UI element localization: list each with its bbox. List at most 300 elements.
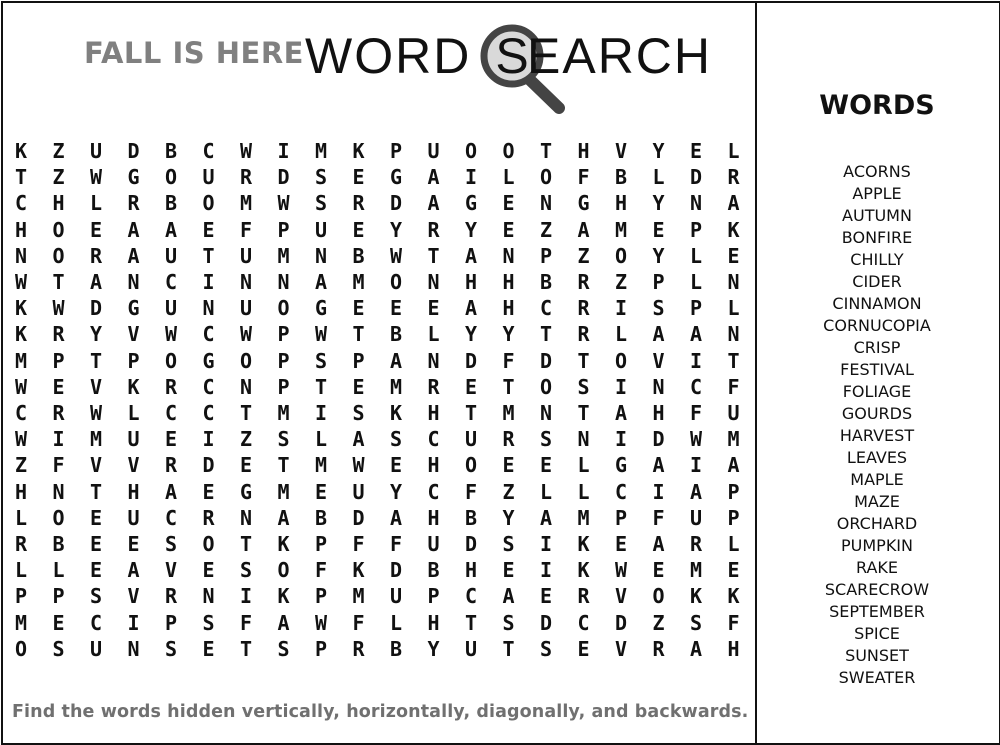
- word-list-item: MAPLE: [850, 470, 904, 489]
- grid-letter: D: [614, 610, 628, 635]
- word-list-item: CHILLY: [850, 250, 904, 269]
- grid-letter: M: [89, 427, 103, 452]
- grid-letter: U: [127, 427, 140, 452]
- word-list-item: ORCHARD: [836, 514, 918, 533]
- grid-letter: U: [727, 401, 740, 425]
- grid-letter: R: [164, 453, 178, 478]
- grid-letter: B: [352, 243, 365, 268]
- grid-letter: Y: [502, 322, 515, 347]
- grid-letter: H: [577, 139, 590, 163]
- grid-letter: K: [727, 217, 740, 242]
- grid-letter: O: [202, 191, 215, 216]
- grid-letter: A: [539, 505, 553, 530]
- grid-letter: E: [202, 636, 215, 661]
- grid-letter: T: [577, 348, 590, 373]
- grid-letter: Z: [652, 610, 665, 635]
- grid-letter: O: [277, 558, 290, 583]
- grid-letter: W: [314, 610, 328, 635]
- grid-letter: O: [164, 165, 178, 190]
- word-list-item: GOURDS: [841, 404, 913, 423]
- grid-letter: E: [89, 558, 103, 583]
- grid-letter: N: [127, 270, 140, 294]
- word-list-item: FOLIAGE: [842, 382, 912, 401]
- grid-letter: O: [502, 139, 515, 163]
- grid-letter: K: [727, 584, 740, 609]
- grid-letter: A: [314, 270, 328, 294]
- grid-letter: N: [314, 243, 328, 268]
- grid-letter: M: [502, 401, 515, 425]
- grid-letter: T: [539, 322, 553, 347]
- grid-letter: A: [389, 505, 403, 530]
- grid-letter: T: [239, 532, 253, 556]
- grid-letter: E: [577, 636, 590, 661]
- grid-letter: H: [464, 270, 478, 294]
- grid-letter: D: [464, 348, 478, 373]
- grid-letter: N: [14, 243, 28, 268]
- grid-letter: M: [389, 374, 403, 399]
- grid-letter: M: [277, 243, 290, 268]
- grid-letter: A: [164, 479, 178, 504]
- grid-letter: O: [389, 270, 403, 294]
- grid-letter: A: [689, 322, 703, 347]
- grid-letter: V: [127, 584, 140, 609]
- grid-letter: Y: [427, 636, 440, 661]
- grid-letter: N: [239, 374, 253, 399]
- grid-letter: S: [89, 584, 103, 609]
- grid-letter: W: [239, 322, 253, 347]
- grid-letter: E: [502, 558, 515, 583]
- grid-letter: P: [314, 532, 328, 556]
- grid-letter: L: [689, 270, 703, 294]
- grid-letter: C: [202, 322, 215, 347]
- grid-letter: H: [727, 636, 740, 661]
- word-list-item: APPLE: [852, 184, 902, 203]
- grid-letter: N: [427, 270, 440, 294]
- grid-letter: Y: [652, 191, 665, 216]
- grid-letter: D: [202, 453, 215, 478]
- grid-letter: R: [577, 322, 590, 347]
- grid-letter: U: [464, 636, 478, 661]
- grid-letter: F: [652, 505, 665, 530]
- grid-letter: S: [577, 374, 590, 399]
- grid-letter: A: [689, 479, 703, 504]
- grid-letter: K: [14, 296, 28, 321]
- grid-letter: A: [427, 165, 440, 190]
- word-list-item: SPICE: [854, 624, 900, 643]
- grid-letter: Y: [502, 505, 515, 530]
- grid-letter: A: [277, 505, 290, 530]
- grid-letter: E: [389, 296, 403, 321]
- grid-letter: O: [464, 139, 478, 163]
- grid-letter: N: [652, 374, 665, 399]
- grid-letter: R: [127, 191, 140, 216]
- grid-letter: L: [14, 558, 28, 583]
- grid-letter: A: [727, 191, 740, 216]
- grid-letter: W: [352, 453, 365, 478]
- grid-letter: L: [614, 322, 628, 347]
- grid-letter: C: [464, 584, 478, 609]
- grid-letter: R: [577, 296, 590, 321]
- grid-letter: G: [464, 191, 478, 216]
- grid-letter: P: [389, 139, 403, 163]
- grid-letter: G: [614, 453, 628, 478]
- grid-letter: C: [577, 610, 590, 635]
- word-list-item: BONFIRE: [841, 228, 913, 247]
- grid-letter: U: [89, 139, 103, 163]
- instructions: Find the words hidden vertically, horizontally, diagonally, and backwards.: [12, 702, 749, 722]
- grid-letter: B: [427, 558, 440, 583]
- grid-letter: F: [352, 532, 365, 556]
- grid-letter: M: [14, 610, 28, 635]
- grid-letter: K: [352, 139, 365, 163]
- grid-letter: O: [277, 296, 290, 321]
- grid-letter: P: [277, 374, 290, 399]
- grid-letter: G: [577, 191, 590, 216]
- grid-letter: T: [239, 401, 253, 425]
- title-word: WORD: [305, 28, 472, 84]
- grid-letter: B: [614, 165, 628, 190]
- grid-letter: N: [239, 270, 253, 294]
- grid-letter: D: [277, 165, 290, 190]
- grid-letter: L: [314, 427, 328, 452]
- grid-letter: F: [577, 165, 590, 190]
- grid-letter: H: [502, 270, 515, 294]
- grid-letter: O: [539, 374, 553, 399]
- grid-letter: G: [202, 348, 215, 373]
- grid-letter: M: [352, 270, 365, 294]
- grid-letter: B: [52, 532, 65, 556]
- grid-letter: E: [89, 505, 103, 530]
- grid-letter: H: [14, 479, 28, 504]
- grid-letter: Z: [539, 217, 553, 242]
- word-list-item: FESTIVAL: [840, 360, 914, 379]
- grid-letter: E: [202, 217, 215, 242]
- word-list-item: MAZE: [854, 492, 900, 511]
- grid-letter: V: [89, 453, 103, 478]
- grid-letter: E: [502, 217, 515, 242]
- grid-letter: I: [614, 427, 628, 452]
- grid-letter: T: [14, 165, 28, 190]
- grid-letter: R: [427, 374, 440, 399]
- grid-letter: H: [652, 401, 665, 425]
- grid-letter: H: [427, 401, 440, 425]
- grid-letter: F: [689, 401, 703, 425]
- grid-letter: N: [202, 584, 215, 609]
- grid-letter: P: [352, 348, 365, 373]
- grid-letter: H: [427, 505, 440, 530]
- grid-letter: M: [689, 558, 703, 583]
- word-list-item: LEAVES: [846, 448, 908, 467]
- grid-letter: V: [614, 584, 628, 609]
- grid-letter: C: [14, 191, 28, 216]
- grid-letter: L: [89, 191, 103, 216]
- grid-letter: E: [727, 558, 740, 583]
- grid-letter: G: [239, 479, 253, 504]
- grid-letter: M: [239, 191, 253, 216]
- grid-letter: A: [352, 427, 365, 452]
- grid-letter: D: [127, 139, 140, 163]
- grid-letter: B: [164, 191, 178, 216]
- word-list-item: SUNSET: [845, 646, 909, 665]
- grid-letter: E: [352, 165, 365, 190]
- grid-letter: N: [502, 243, 515, 268]
- grid-letter: T: [502, 636, 515, 661]
- grid-letter: A: [427, 191, 440, 216]
- grid-letter: A: [464, 296, 478, 321]
- grid-letter: U: [314, 217, 328, 242]
- grid-letter: S: [502, 532, 515, 556]
- grid-letter: S: [164, 532, 178, 556]
- grid-letter: N: [427, 348, 440, 373]
- grid-letter: H: [427, 453, 440, 478]
- grid-letter: R: [427, 217, 440, 242]
- grid-letter: R: [689, 532, 703, 556]
- grid-letter: E: [314, 479, 328, 504]
- grid-letter: A: [127, 243, 140, 268]
- grid-letter: A: [277, 610, 290, 635]
- grid-letter: S: [389, 427, 403, 452]
- grid-letter: H: [464, 558, 478, 583]
- grid-letter: R: [352, 636, 365, 661]
- grid-letter: O: [52, 243, 65, 268]
- grid-letter: N: [52, 479, 65, 504]
- grid-letter: M: [614, 217, 628, 242]
- grid-letter: M: [277, 479, 290, 504]
- grid-letter: A: [614, 401, 628, 425]
- grid-letter: I: [464, 165, 478, 190]
- grid-letter: D: [539, 610, 553, 635]
- grid-letter: F: [727, 610, 740, 635]
- grid-letter: E: [502, 191, 515, 216]
- grid-letter: P: [164, 610, 178, 635]
- grid-letter: R: [52, 322, 65, 347]
- grid-letter: U: [239, 296, 253, 321]
- grid-letter: A: [89, 270, 103, 294]
- grid-letter: W: [314, 322, 328, 347]
- grid-letter: F: [239, 217, 253, 242]
- grid-letter: C: [539, 296, 553, 321]
- grid-letter: E: [689, 139, 703, 163]
- grid-letter: I: [614, 374, 628, 399]
- grid-letter: D: [389, 191, 403, 216]
- word-list-item: AUTUMN: [842, 206, 912, 225]
- grid-letter: G: [127, 296, 140, 321]
- grid-letter: Y: [89, 322, 103, 347]
- word-list-item: PUMPKIN: [841, 536, 913, 555]
- grid-letter: I: [202, 270, 215, 294]
- grid-letter: D: [464, 532, 478, 556]
- grid-letter: A: [652, 532, 665, 556]
- grid-letter: O: [52, 505, 65, 530]
- grid-letter: H: [614, 191, 628, 216]
- grid-letter: N: [202, 296, 215, 321]
- grid-letter: D: [389, 558, 403, 583]
- grid-letter: U: [464, 427, 478, 452]
- grid-letter: I: [614, 296, 628, 321]
- grid-letter: E: [614, 532, 628, 556]
- grid-letter: U: [164, 296, 178, 321]
- grid-letter: T: [202, 243, 215, 268]
- grid-letter: I: [202, 427, 215, 452]
- grid-letter: W: [614, 558, 628, 583]
- grid-letter: C: [89, 610, 103, 635]
- grid-letter: U: [352, 479, 365, 504]
- grid-letter: U: [427, 139, 440, 163]
- grid-letter: V: [614, 139, 628, 163]
- grid-letter: I: [652, 479, 665, 504]
- grid-letter: N: [689, 191, 703, 216]
- grid-letter: E: [389, 453, 403, 478]
- grid-letter: U: [239, 243, 253, 268]
- grid-letter: A: [652, 322, 665, 347]
- grid-letter: I: [277, 139, 290, 163]
- word-list: [757, 161, 997, 689]
- grid-letter: F: [464, 479, 478, 504]
- grid-letter: U: [389, 584, 403, 609]
- grid-letter: H: [427, 610, 440, 635]
- grid-letter: T: [52, 270, 65, 294]
- grid-letter: Z: [239, 427, 253, 452]
- grid-letter: B: [539, 270, 553, 294]
- grid-letter: T: [539, 139, 553, 163]
- grid-letter: L: [727, 532, 740, 556]
- grid-letter: I: [239, 584, 253, 609]
- grid-letter: E: [539, 453, 553, 478]
- grid-letter: F: [727, 374, 740, 399]
- grid-letter: M: [314, 139, 328, 163]
- grid-letter: T: [277, 453, 290, 478]
- grid-letter: E: [89, 532, 103, 556]
- grid-letter: S: [277, 636, 290, 661]
- grid-letter: A: [464, 243, 478, 268]
- words-heading: WORDS: [819, 90, 935, 121]
- grid-letter: P: [127, 348, 140, 373]
- grid-letter: S: [539, 427, 553, 452]
- grid-letter: E: [52, 374, 65, 399]
- grid-letter: A: [389, 348, 403, 373]
- grid-letter: C: [202, 401, 215, 425]
- grid-letter: Y: [389, 479, 403, 504]
- grid-letter: W: [14, 427, 28, 452]
- grid-letter: H: [127, 479, 140, 504]
- grid-letter: M: [314, 453, 328, 478]
- grid-letter: H: [14, 217, 28, 242]
- grid-letter: T: [577, 401, 590, 425]
- grid-letter: A: [164, 217, 178, 242]
- grid-letter: K: [689, 584, 703, 609]
- grid-letter: K: [127, 374, 140, 399]
- grid-letter: S: [277, 427, 290, 452]
- grid-letter: R: [89, 243, 103, 268]
- grid-letter: L: [539, 479, 553, 504]
- grid-letter: I: [689, 348, 703, 373]
- grid-letter: L: [652, 165, 665, 190]
- grid-letter: L: [52, 558, 65, 583]
- grid-letter: U: [427, 532, 440, 556]
- grid-letter: L: [727, 139, 740, 163]
- grid-letter: O: [202, 532, 215, 556]
- word-list-item: SCARECROW: [824, 580, 930, 599]
- grid-letter: G: [314, 296, 328, 321]
- grid-letter: O: [464, 453, 478, 478]
- grid-letter: T: [89, 348, 103, 373]
- grid-letter: O: [539, 165, 553, 190]
- grid-letter: D: [652, 427, 665, 452]
- grid-letter: T: [727, 348, 740, 373]
- grid-letter: P: [277, 322, 290, 347]
- grid-letter: R: [14, 532, 28, 556]
- grid-letter: M: [352, 584, 365, 609]
- grid-letter: C: [614, 479, 628, 504]
- grid-letter: F: [389, 532, 403, 556]
- word-list-item: CRISP: [853, 338, 901, 357]
- grid-letter: F: [352, 610, 365, 635]
- grid-letter: K: [577, 558, 590, 583]
- grid-letter: E: [352, 296, 365, 321]
- grid-letter: M: [577, 505, 590, 530]
- grid-letter: U: [89, 636, 103, 661]
- grid-letter: Z: [502, 479, 515, 504]
- grid-letter: E: [89, 217, 103, 242]
- word-list-item: CORNUCOPIA: [823, 316, 931, 335]
- grid-letter: M: [727, 427, 740, 452]
- word-list-item: RAKE: [855, 558, 898, 577]
- grid-letter: C: [164, 270, 178, 294]
- grid-letter: P: [727, 479, 740, 504]
- grid-letter: A: [652, 453, 665, 478]
- grid-letter: G: [389, 165, 403, 190]
- grid-letter: Z: [52, 165, 65, 190]
- grid-letter: E: [202, 558, 215, 583]
- grid-letter: E: [427, 296, 440, 321]
- grid-letter: O: [164, 348, 178, 373]
- grid-letter: F: [502, 348, 515, 373]
- grid-letter: V: [127, 322, 140, 347]
- grid-letter: R: [52, 401, 65, 425]
- grid-letter: S: [502, 610, 515, 635]
- grid-letter: W: [89, 165, 103, 190]
- grid-letter: S: [652, 296, 665, 321]
- grid-letter: S: [314, 348, 328, 373]
- grid-letter: D: [89, 296, 103, 321]
- grid-letter: L: [389, 610, 403, 635]
- grid-letter: W: [89, 401, 103, 425]
- grid-letter: P: [427, 584, 440, 609]
- grid-letter: M: [277, 401, 290, 425]
- grid-letter: R: [727, 165, 740, 190]
- grid-letter: V: [127, 453, 140, 478]
- grid-letter: C: [202, 139, 215, 163]
- grid-letter: Y: [389, 217, 403, 242]
- grid-letter: E: [239, 453, 253, 478]
- grid-letter: A: [127, 558, 140, 583]
- grid-letter: I: [127, 610, 140, 635]
- grid-letter: N: [727, 322, 740, 347]
- grid-letter: T: [352, 322, 365, 347]
- grid-letter: R: [164, 584, 178, 609]
- grid-letter: B: [389, 322, 403, 347]
- grid-letter: E: [127, 532, 140, 556]
- grid-letter: N: [539, 401, 553, 425]
- grid-letter: L: [14, 505, 28, 530]
- grid-letter: I: [52, 427, 65, 452]
- grid-letter: E: [52, 610, 65, 635]
- grid-letter: P: [614, 505, 628, 530]
- grid-letter: N: [239, 505, 253, 530]
- grid-letter: K: [389, 401, 403, 425]
- grid-letter: D: [539, 348, 553, 373]
- grid-letter: L: [577, 479, 590, 504]
